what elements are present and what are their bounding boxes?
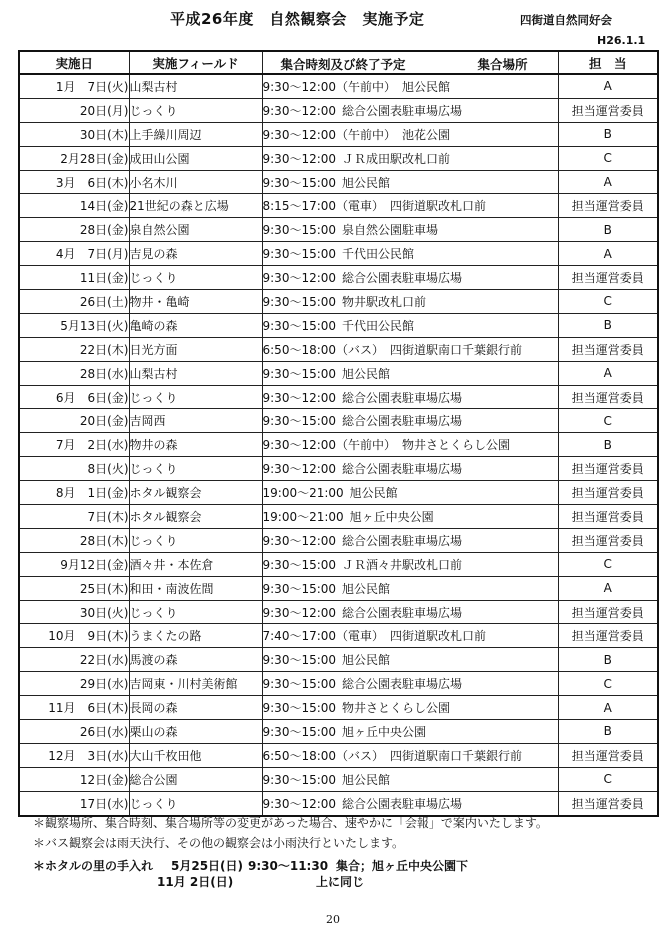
cell-place: 総合公園表駐車場広場	[342, 390, 463, 405]
cell-resp: 担当運営委員	[558, 528, 658, 552]
firefly-maintenance	[33, 858, 468, 890]
cell-time-place	[262, 242, 558, 266]
cell-time-place	[262, 481, 558, 505]
cell-resp: 担当運営委員	[558, 337, 658, 361]
cell-date: 22日(水)	[19, 648, 129, 672]
table-row	[19, 696, 658, 720]
cell-place: 旭公民館	[402, 79, 451, 94]
cell-place: 旭公民館	[342, 366, 391, 381]
cell-time-place	[262, 218, 558, 242]
cell-time-place	[262, 361, 558, 385]
cell-date: 3月 6日(木)	[19, 170, 129, 194]
cell-date: 7日(木)	[19, 505, 129, 529]
cell-time-place	[262, 194, 558, 218]
table-row	[19, 385, 658, 409]
table-row	[19, 170, 658, 194]
cell-field: ホタル観察会	[129, 505, 262, 529]
cell-date: 28日(水)	[19, 361, 129, 385]
cell-resp: 担当運営委員	[558, 481, 658, 505]
cell-field: ホタル観察会	[129, 481, 262, 505]
cell-time: 9:30～12:00	[262, 796, 337, 811]
cell-resp: 担当運営委員	[558, 600, 658, 624]
cell-field: 泉自然公園	[129, 218, 262, 242]
cell-time: 9:30～12:00	[262, 462, 337, 477]
cell-time: 9:30～15:00	[262, 557, 337, 572]
cell-place: 四街道駅南口千葉銀行前	[390, 748, 523, 763]
cell-place: 物井さとくらし公園	[402, 438, 511, 453]
cell-resp: 担当運営委員	[558, 457, 658, 481]
cell-resp: 担当運営委員	[558, 385, 658, 409]
cell-resp: C	[558, 552, 658, 576]
cell-time-place	[262, 624, 558, 648]
table-row	[19, 767, 658, 791]
cell-place: 物井駅改札口前	[342, 294, 427, 309]
table-row	[19, 361, 658, 385]
cell-place: 旭公民館	[349, 486, 398, 501]
cell-time: 9:30～15:00	[262, 653, 337, 668]
cell-place: 四街道駅改札口前	[390, 629, 487, 644]
cell-place: 泉自然公園駐車場	[342, 223, 439, 238]
table-row	[19, 791, 658, 815]
cell-date: 29日(水)	[19, 672, 129, 696]
cell-resp: A	[558, 74, 658, 98]
cell-field: 和田・南波佐間	[129, 576, 262, 600]
cell-date: 26日(水)	[19, 720, 129, 744]
cell-time-place	[262, 600, 558, 624]
cell-resp: B	[558, 433, 658, 457]
cell-date: 28日(金)	[19, 218, 129, 242]
firefly-time-1: 9:30～11:30	[248, 859, 329, 873]
cell-field: 上手繰川周辺	[129, 122, 262, 146]
cell-resp: A	[558, 696, 658, 720]
cell-field: 大山千枚田他	[129, 743, 262, 767]
table-header-row	[19, 51, 658, 74]
cell-resp: 担当運営委員	[558, 266, 658, 290]
cell-time: 9:30～15:00	[262, 677, 337, 692]
table-row	[19, 290, 658, 314]
table-row	[19, 600, 658, 624]
table-row	[19, 672, 658, 696]
cell-time: 8:15～17:00（電車）	[262, 199, 385, 214]
cell-time-place	[262, 767, 558, 791]
cell-resp: B	[558, 218, 658, 242]
cell-time: 9:30～15:00	[262, 414, 337, 429]
cell-resp: C	[558, 672, 658, 696]
cell-time-place	[262, 266, 558, 290]
cell-place: 千代田公民館	[342, 318, 415, 333]
table-row	[19, 146, 658, 170]
cell-field: じっくり	[129, 457, 262, 481]
cell-place: 総合公園表駐車場広場	[342, 462, 463, 477]
cell-date: 17日(水)	[19, 791, 129, 815]
table-row	[19, 433, 658, 457]
cell-time: 9:30～12:00	[262, 390, 337, 405]
cell-field: うまくたの路	[129, 624, 262, 648]
cell-time-place	[262, 98, 558, 122]
cell-date: 25日(木)	[19, 576, 129, 600]
cell-field: 酒々井・本佐倉	[129, 552, 262, 576]
cell-field: 山梨古村	[129, 74, 262, 98]
cell-resp: A	[558, 576, 658, 600]
firefly-place-1: 集合；旭ヶ丘中央公園下	[336, 859, 469, 873]
cell-field: 吉岡西	[129, 409, 262, 433]
cell-place: 総合公園表駐車場広場	[342, 677, 463, 692]
cell-place: 総合公園表駐車場広場	[342, 796, 463, 811]
cell-time-place	[262, 505, 558, 529]
cell-resp: C	[558, 146, 658, 170]
col-header-date: 実施日	[19, 51, 129, 74]
cell-date: 20日(月)	[19, 98, 129, 122]
cell-time-place	[262, 313, 558, 337]
cell-date: 11日(金)	[19, 266, 129, 290]
cell-time-place	[262, 457, 558, 481]
cell-time: 9:30～12:00	[262, 103, 337, 118]
cell-date: 22日(木)	[19, 337, 129, 361]
table-row	[19, 194, 658, 218]
cell-place: 総合公園表駐車場広場	[342, 271, 463, 286]
cell-field: 総合公園	[129, 767, 262, 791]
col-header-resp: 担 当	[558, 51, 658, 74]
page-title: 平成26年度 自然観察会 実施予定	[170, 10, 425, 28]
cell-place: 四街道駅南口千葉銀行前	[390, 342, 523, 357]
table-row	[19, 576, 658, 600]
table-row	[19, 624, 658, 648]
cell-date: 6月 6日(金)	[19, 385, 129, 409]
table-row	[19, 242, 658, 266]
cell-date: 12日(金)	[19, 767, 129, 791]
firefly-date-2: 11月 2日(日)	[157, 875, 234, 889]
cell-field: じっくり	[129, 528, 262, 552]
page-number: 20	[326, 913, 340, 926]
cell-resp: A	[558, 361, 658, 385]
cell-time: 9:30～15:00	[262, 701, 337, 716]
table-row	[19, 457, 658, 481]
cell-time-place	[262, 720, 558, 744]
cell-time-place	[262, 791, 558, 815]
cell-place: 池花公園	[402, 127, 451, 142]
cell-resp: 担当運営委員	[558, 791, 658, 815]
cell-time: 9:30～15:00	[262, 366, 337, 381]
cell-field: 成田山公園	[129, 146, 262, 170]
cell-time: 9:30～15:00	[262, 294, 337, 309]
cell-date: 11月 6日(木)	[19, 696, 129, 720]
note-line: ＊観察場所、集合時刻、集合場所等の変更があった場合、速やかに「会報」で案内いたします。	[33, 816, 548, 830]
issue-date: H26.1.1	[597, 34, 646, 47]
cell-date: 26日(土)	[19, 290, 129, 314]
table-row	[19, 313, 658, 337]
cell-field: 馬渡の森	[129, 648, 262, 672]
col-header-place: 集合場所	[477, 57, 528, 72]
cell-time: 9:30～15:00	[262, 175, 337, 190]
cell-date: 8日(火)	[19, 457, 129, 481]
cell-resp: C	[558, 409, 658, 433]
cell-resp: 担当運営委員	[558, 743, 658, 767]
cell-field: 吉見の森	[129, 242, 262, 266]
cell-time-place	[262, 385, 558, 409]
cell-date: 10月 9日(木)	[19, 624, 129, 648]
table-row	[19, 98, 658, 122]
table-row	[19, 648, 658, 672]
schedule-table	[18, 50, 659, 817]
cell-resp: B	[558, 720, 658, 744]
cell-resp: A	[558, 242, 658, 266]
cell-time: 9:30～12:00	[262, 533, 337, 548]
firefly-date-1: 5月25日(日)	[171, 859, 244, 873]
cell-date: 8月 1日(金)	[19, 481, 129, 505]
cell-date: 20日(金)	[19, 409, 129, 433]
cell-time: 9:30～12:00（午前中）	[262, 127, 397, 142]
cell-time-place	[262, 170, 558, 194]
schedule-body	[19, 74, 658, 816]
cell-time: 9:30～12:00（午前中）	[262, 438, 397, 453]
cell-time-place	[262, 552, 558, 576]
cell-place: 旭公民館	[342, 772, 391, 787]
cell-time-place	[262, 122, 558, 146]
col-header-field: 実施フィールド	[129, 51, 262, 74]
cell-time-place	[262, 290, 558, 314]
cell-place: 物井さとくらし公園	[342, 701, 451, 716]
cell-field: 小名木川	[129, 170, 262, 194]
cell-field: 21世紀の森と広場	[129, 194, 262, 218]
cell-time: 9:30～12:00（午前中）	[262, 79, 397, 94]
cell-date: 30日(火)	[19, 600, 129, 624]
cell-time: 9:30～15:00	[262, 724, 337, 739]
table-row	[19, 122, 658, 146]
cell-time-place	[262, 672, 558, 696]
col-header-time-place	[262, 51, 558, 74]
table-row	[19, 505, 658, 529]
cell-field: 山梨古村	[129, 361, 262, 385]
cell-time-place	[262, 528, 558, 552]
cell-date: 9月12日(金)	[19, 552, 129, 576]
cell-date: 30日(木)	[19, 122, 129, 146]
cell-field: 栗山の森	[129, 720, 262, 744]
cell-resp: A	[558, 170, 658, 194]
cell-resp: C	[558, 767, 658, 791]
cell-time-place	[262, 74, 558, 98]
cell-place: 旭公民館	[342, 581, 391, 596]
cell-place: ＪＲ成田駅改札口前	[342, 151, 451, 166]
cell-place: 総合公園表駐車場広場	[342, 414, 463, 429]
cell-place: 総合公園表駐車場広場	[342, 533, 463, 548]
cell-resp: 担当運営委員	[558, 505, 658, 529]
cell-time: 7:40～17:00（電車）	[262, 629, 385, 644]
note-line: ＊バス観察会は雨天決行、その他の観察会は小雨決行といたします。	[33, 836, 405, 850]
table-row	[19, 528, 658, 552]
cell-time: 9:30～15:00	[262, 581, 337, 596]
table-row	[19, 743, 658, 767]
organization-name: 四街道自然同好会	[520, 13, 612, 27]
cell-date: 7月 2日(水)	[19, 433, 129, 457]
cell-field: 日光方面	[129, 337, 262, 361]
cell-time: 9:30～12:00	[262, 151, 337, 166]
table-row	[19, 481, 658, 505]
cell-time: 9:30～15:00	[262, 247, 337, 262]
table-row	[19, 409, 658, 433]
cell-time-place	[262, 409, 558, 433]
table-row	[19, 218, 658, 242]
cell-date: 14日(金)	[19, 194, 129, 218]
cell-place: 旭公民館	[342, 653, 391, 668]
cell-place: 旭ヶ丘中央公園	[342, 724, 427, 739]
table-row	[19, 337, 658, 361]
cell-time: 9:30～15:00	[262, 318, 337, 333]
cell-time-place	[262, 146, 558, 170]
table-row	[19, 266, 658, 290]
firefly-same: 上に同じ	[316, 875, 365, 889]
cell-resp: C	[558, 290, 658, 314]
cell-date: 12月 3日(水)	[19, 743, 129, 767]
cell-time-place	[262, 433, 558, 457]
cell-time: 19:00～21:00	[262, 509, 344, 524]
cell-resp: B	[558, 122, 658, 146]
cell-resp: 担当運営委員	[558, 624, 658, 648]
table-row	[19, 552, 658, 576]
cell-resp: 担当運営委員	[558, 194, 658, 218]
cell-place: ＪＲ酒々井駅改札口前	[342, 557, 463, 572]
cell-place: 旭ヶ丘中央公園	[349, 509, 434, 524]
cell-field: 長岡の森	[129, 696, 262, 720]
cell-field: 亀崎の森	[129, 313, 262, 337]
firefly-label: ＊ホタルの里の手入れ	[33, 859, 154, 873]
cell-time-place	[262, 648, 558, 672]
cell-time: 9:30～12:00	[262, 271, 337, 286]
cell-field: じっくり	[129, 385, 262, 409]
cell-date: 4月 7日(月)	[19, 242, 129, 266]
cell-field: 吉岡東・川村美術館	[129, 672, 262, 696]
cell-time: 9:30～15:00	[262, 223, 337, 238]
cell-time: 9:30～15:00	[262, 772, 337, 787]
cell-field: 物井の森	[129, 433, 262, 457]
cell-time: 19:00～21:00	[262, 486, 344, 501]
cell-place: 旭公民館	[342, 175, 391, 190]
cell-field: 物井・亀崎	[129, 290, 262, 314]
cell-time: 9:30～12:00	[262, 605, 337, 620]
cell-field: じっくり	[129, 791, 262, 815]
notes	[33, 813, 548, 853]
cell-place: 総合公園表駐車場広場	[342, 605, 463, 620]
cell-field: じっくり	[129, 98, 262, 122]
cell-time: 6:50～18:00（バス）	[262, 748, 385, 763]
table-row	[19, 74, 658, 98]
cell-date: 1月 7日(火)	[19, 74, 129, 98]
cell-field: じっくり	[129, 600, 262, 624]
cell-resp: B	[558, 313, 658, 337]
table-row	[19, 720, 658, 744]
cell-place: 千代田公民館	[342, 247, 415, 262]
cell-date: 2月28日(金)	[19, 146, 129, 170]
cell-resp: 担当運営委員	[558, 98, 658, 122]
cell-time-place	[262, 743, 558, 767]
cell-time-place	[262, 696, 558, 720]
cell-time: 6:50～18:00（バス）	[262, 342, 385, 357]
cell-resp: B	[558, 648, 658, 672]
cell-time-place	[262, 337, 558, 361]
cell-date: 28日(木)	[19, 528, 129, 552]
cell-date: 5月13日(火)	[19, 313, 129, 337]
col-header-time: 集合時刻及び終了予定	[280, 57, 406, 72]
cell-time-place	[262, 576, 558, 600]
cell-field: じっくり	[129, 266, 262, 290]
cell-place: 四街道駅改札口前	[390, 199, 487, 214]
cell-place: 総合公園表駐車場広場	[342, 103, 463, 118]
